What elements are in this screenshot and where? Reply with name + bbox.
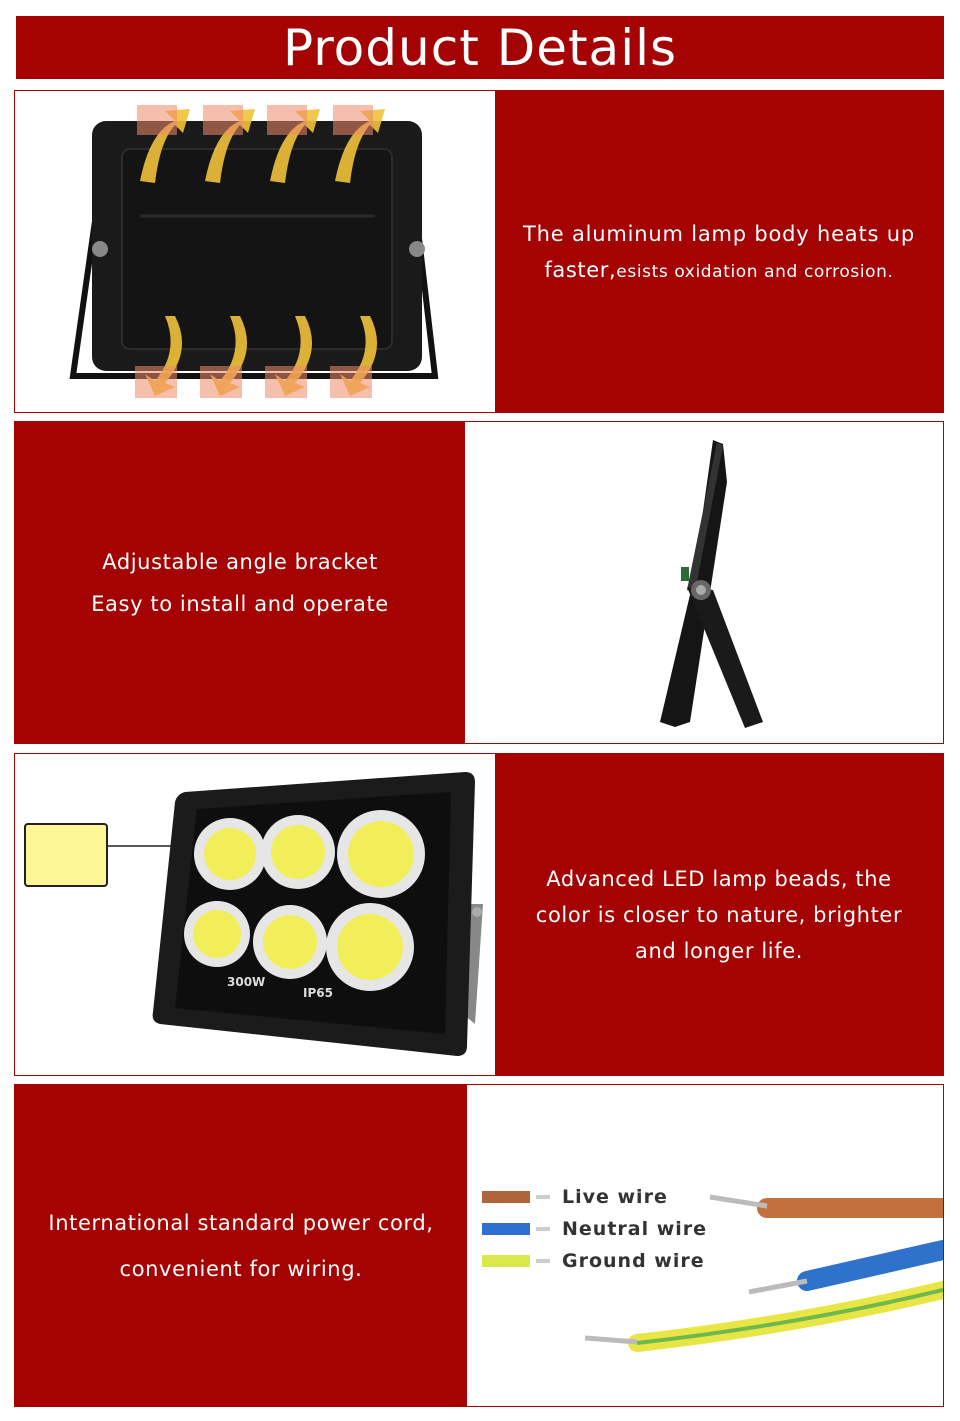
led-zoom-box (25, 824, 107, 886)
ground-wire-swatch (482, 1255, 530, 1267)
legend-item-neutral (482, 1213, 707, 1245)
page-header (16, 16, 944, 79)
led-text-line3: and longer life. (635, 938, 803, 963)
heat-text-panel (495, 91, 943, 412)
lamp-front-image (15, 754, 495, 1075)
led-text-panel (495, 754, 943, 1075)
bracket-text-line1: Adjustable angle bracket (102, 549, 378, 574)
legend-item-ground (482, 1245, 707, 1277)
lamp-back-image (15, 91, 495, 412)
heat-text-line2-small: esists oxidation and corrosion. (616, 261, 894, 282)
legend-item-live (482, 1181, 707, 1213)
wattage-label: 300W (227, 975, 266, 989)
led-text-line2: color is closer to nature, brighter (535, 902, 903, 927)
section-bracket (14, 421, 944, 744)
led-image-panel (15, 754, 495, 1075)
live-wire-swatch (482, 1191, 530, 1203)
neutral-wire-swatch (482, 1223, 530, 1235)
led-text-line1: Advanced LED lamp beads, the (546, 866, 892, 891)
page-title: Product Details (282, 18, 678, 77)
legend-label-ground: Ground wire (562, 1250, 705, 1272)
heat-text-line2-large: faster, (544, 257, 617, 282)
legend-label-neutral: Neutral wire (562, 1218, 708, 1240)
wiring-text-line1: International standard power cord, (48, 1210, 434, 1235)
bracket-image-panel (465, 422, 943, 743)
wire-legend (482, 1181, 707, 1277)
wiring-text-panel (15, 1085, 467, 1406)
bracket-text-line2: Easy to install and operate (91, 591, 389, 616)
wiring-image-panel (467, 1085, 943, 1406)
section-led (14, 753, 944, 1076)
lamp-side-image (465, 422, 943, 743)
section-heat (14, 90, 944, 413)
bracket-text-panel (15, 422, 465, 743)
heat-text-line1: The aluminum lamp body heats up (523, 221, 915, 246)
legend-label-live: Live wire (562, 1186, 668, 1208)
heat-image-panel (15, 91, 495, 412)
wiring-text-line2: convenient for wiring. (119, 1256, 363, 1281)
ip-rating-label: IP65 (303, 986, 333, 1000)
section-wiring (14, 1084, 944, 1407)
heat-text-line2 (544, 258, 893, 282)
